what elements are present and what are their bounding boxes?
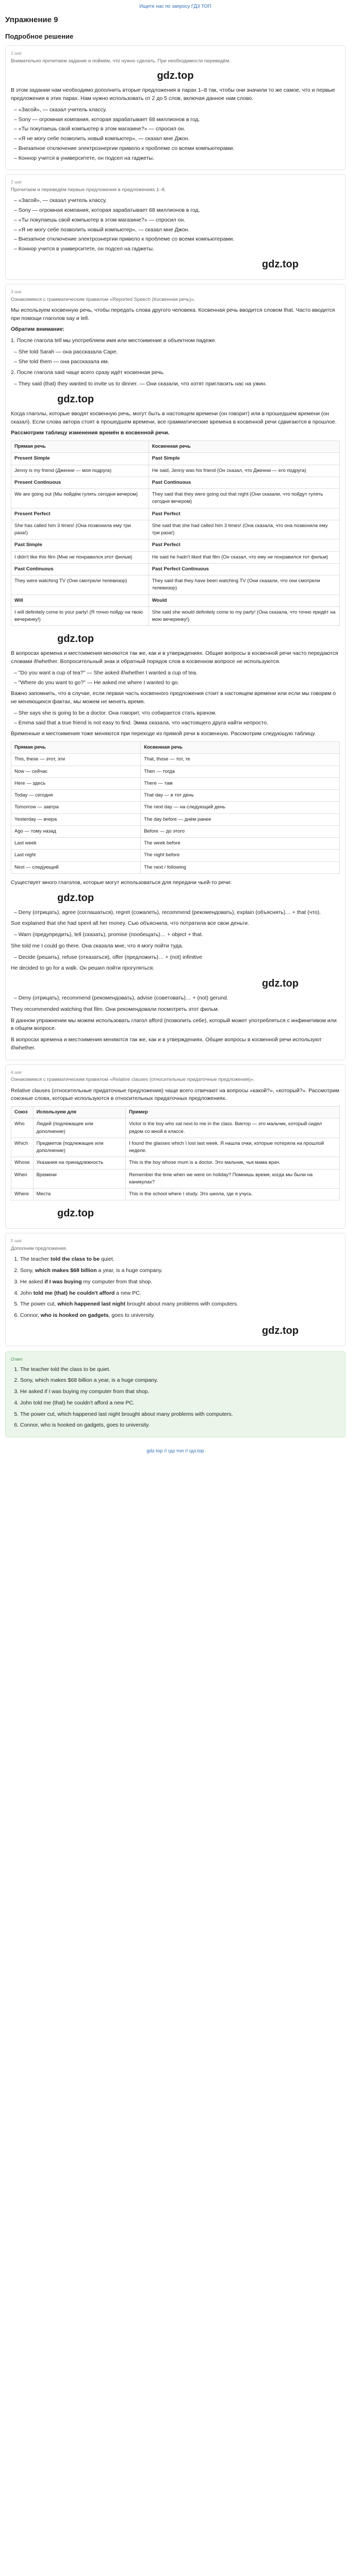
- final-answer-item: 6. Connor, who is hooked on gadgets, goes to university.: [20, 1421, 340, 1430]
- table-row: [11, 1169, 340, 1189]
- example: Sue explained that she had spent all her money. Сью объяснила, что потратила все свои деньги.: [11, 920, 249, 927]
- table-cell: Then — тогда: [141, 766, 340, 777]
- paragraph: Relative clauses (относительные придаточные предложения) чаще всего отвечают на вопросы «какой?», «который?». Рассмотрим союзные слова, которые используются в относительных придаточных предложениях.: [11, 1087, 339, 1102]
- paragraph: Мы используем косвенную речь, чтобы передать слова другого человека. Косвенная речь вводится словом that. Часто вводится при помощи глаголов say и tell.: [11, 307, 335, 321]
- table-row: [11, 777, 340, 789]
- answer-item: [20, 1300, 340, 1309]
- table-row: [11, 551, 340, 563]
- list-item: – She told them — она рассказала им.: [14, 358, 340, 366]
- table-cell: They were watching TV (Они смотрели телевизор): [11, 575, 149, 595]
- list-item: – Deny (отрицать), recommend (рекомендовать), advise (советовать)… + (not) gerund.: [14, 994, 340, 1003]
- table-row: [11, 790, 340, 802]
- list-item: – She says she is going to be a doctor. Она говорит, что собирается стать врачом.: [14, 709, 340, 718]
- table-row: [11, 465, 340, 477]
- list-item: – Decide (решить), refuse (отказаться), offer (предложить)… + (not) infinitive: [14, 954, 340, 962]
- answer-item: [20, 1312, 340, 1320]
- answer-highlight: told me (that) he couldn't afford: [33, 1290, 115, 1296]
- example: He decided to go for a walk. Он решил пойти прогуляться.: [11, 965, 155, 972]
- answer-highlight: which happened last night: [57, 1301, 126, 1308]
- step-label: 3 шаг: [11, 289, 22, 294]
- table-row: [11, 1118, 340, 1138]
- final-answer-item: 1. The teacher told the class to be quiet.: [20, 1366, 340, 1374]
- table-cell: Места: [33, 1189, 126, 1200]
- translation-list: [11, 197, 340, 253]
- table-row: [11, 539, 340, 551]
- paragraph: В этом задании нам необходимо дополнить вторые предложения в парах 1–8 так, чтобы они значили то же самое, что и первые предложения в этих парах. Нам нужно использовать от 2 до 5 слов, включая данное нам слово.: [11, 87, 335, 101]
- answer-text: a year, is a huge company.: [96, 1267, 163, 1274]
- table-header: Пример: [126, 1107, 340, 1118]
- table-cell: Would: [149, 595, 339, 606]
- final-answer-card: [5, 1351, 346, 1437]
- list-item: – «Засой», — сказал учитель классу.: [14, 197, 340, 205]
- verb-list: [11, 931, 340, 939]
- final-answer-list: [11, 1366, 340, 1430]
- table-cell: He said, Jenny was his friend (Он сказал, что Дженни — его подруга): [149, 465, 339, 477]
- rule-title: Обратим внимание:: [11, 326, 65, 333]
- table-row: [11, 508, 340, 520]
- paragraph: В данном упражнении мы можем использовать глагол afford (позволить себе), который может употребляться с инфинитивом или в общем вопросе.: [11, 1017, 337, 1032]
- table-cell: This is the boy whose mum is a doctor. Это мальчик, чья мама врач.: [126, 1157, 340, 1169]
- table-cell: Указания на принадлежность: [33, 1157, 126, 1169]
- final-answer-item: 2. Sony, which makes $68 billion a year, is a huge company.: [20, 1377, 340, 1385]
- watermark: gdz.top: [261, 1325, 299, 1336]
- step-2-card: [5, 174, 346, 280]
- table-cell: Tomorrow — завтра: [11, 802, 141, 814]
- step-heading: Ознакомимся с грамматическим правилом «Relative clauses (относительные придаточные предложения)».: [11, 1077, 255, 1083]
- table-cell: Now — сейчас: [11, 766, 141, 777]
- list-item: – Внезапное отключение электроэнергии привело к проблеме со всеми компьютерами.: [14, 235, 340, 244]
- list-item: – «Ты покупаешь свой компьютер в этом магазине?» — спросил он.: [14, 216, 340, 225]
- list-item: – Deny (отрицать), agree (соглашаться), regret (сожалеть), recommend (рекомендовать), explain (объяснять)… + that (что).: [14, 909, 340, 917]
- table-row: [11, 814, 340, 825]
- table-cell: Will: [11, 595, 149, 606]
- final-answer-item: 5. The power cut, which happened last night brought about many problems with computers.: [20, 1411, 340, 1419]
- table-cell: Before — до этого: [141, 825, 340, 837]
- table-cell: Предметов (подлежащее или дополнение): [33, 1138, 126, 1157]
- table-cell: Whose: [11, 1157, 34, 1169]
- step-heading: Ознакомимся с грамматическим правилом «Reported Speech (Косвенная речь)».: [11, 296, 195, 302]
- table-cell: Людей (подлежащее или дополнение): [33, 1118, 126, 1138]
- table-row: [11, 754, 340, 766]
- table-cell: Next — следующий: [11, 861, 141, 873]
- table-cell: The day before — днём ранее: [141, 814, 340, 825]
- table-cell: Today — сегодня: [11, 790, 141, 802]
- answer-highlight: told the class to be: [50, 1256, 100, 1263]
- list-item: – Коннор учится в университете, он подсел на гаджеты.: [14, 155, 340, 163]
- answer-highlight: who is hooked on gadgets: [40, 1312, 109, 1318]
- table-row: [11, 595, 340, 606]
- table-cell: Present Continuous: [11, 477, 149, 488]
- table-header-row: [11, 1107, 340, 1118]
- rule: 2. После глагола said чаще всего сразу идёт косвенная речь.: [11, 369, 165, 376]
- table-cell: Last night: [11, 850, 141, 861]
- list-item: – Sony — огромная компания, которая зарабатывает 68 миллионов в год.: [14, 116, 340, 124]
- table-cell: Past Perfect: [149, 508, 339, 520]
- table-cell: The night before: [141, 850, 340, 861]
- table-row: [11, 520, 340, 539]
- list-item: – «Ты покупаешь свой компьютер в этом магазине?» — спросил он.: [14, 125, 340, 133]
- table-header-row: [11, 742, 340, 754]
- table-cell: Remember the time when we were on holiday? Помнишь время, когда мы были на каникулах?: [126, 1169, 340, 1189]
- table-cell: Victor is the boy who sat next to me in the class. Виктор — это мальчик, который сидел рядом со мной в классе.: [126, 1118, 340, 1138]
- table-row: [11, 802, 340, 814]
- table-cell: I found the glasses which I lost last week. Я нашла очки, которые потеряла на прошлой неделе.: [126, 1138, 340, 1157]
- table-cell: This, these — этот, эти: [11, 754, 141, 766]
- list-item: – «Я не могу себе позволить новый компьютер», — сказал мне Джон.: [14, 135, 340, 143]
- time-words-table: [11, 741, 340, 874]
- table-cell: She said that she had called him 3 times! (Она сказала, что она позвонила ему три раза!): [149, 520, 339, 539]
- watermark: gdz.top: [57, 633, 94, 645]
- answer-label: Ответ: [11, 1356, 23, 1362]
- table-header: Используем для: [33, 1107, 126, 1118]
- answer-highlight: if I was buying: [44, 1278, 82, 1285]
- table-row: [11, 766, 340, 777]
- table-cell: We are going out (Мы пойдём гулять сегодня вечером): [11, 489, 149, 509]
- table-row: [11, 850, 340, 861]
- watermark: gdz.top: [261, 978, 299, 989]
- footer-links[interactable]: gdz.top // гдз топ // гдз.top: [146, 1448, 204, 1454]
- table-cell: The next day — на следующий день: [141, 802, 340, 814]
- table-cell: The next / following: [141, 861, 340, 873]
- step-label: 4 шаг: [11, 1069, 22, 1075]
- table-row: [11, 838, 340, 850]
- tense-table: [11, 440, 340, 626]
- example-list: [11, 709, 340, 727]
- table-header-row: [11, 441, 340, 453]
- step-3-card: [5, 284, 346, 1060]
- example: They recommended watching that film. Они рекомендовали посмотреть этот фильм.: [11, 1006, 219, 1012]
- table-cell: They said that they have been watching TV (Они сказали, что они смотрели телевизор): [149, 575, 339, 595]
- step-heading: Дополним предложения.: [11, 1246, 68, 1251]
- paragraph: Когда глаголы, которые вводят косвенную речь, могут быть в настоящем времени (он говорит) или в прошедшем времени (он сказал). Если слова автора стоят в прошедшем времени, все грамматические времена в косвенной речи сдвигаются в прошлое.: [11, 410, 337, 425]
- table-row: [11, 477, 340, 488]
- section-title: Подробное решение: [5, 32, 74, 40]
- table-cell: Past Simple: [149, 453, 339, 465]
- table-header: Прямая речь: [11, 742, 141, 754]
- table-cell: Last week: [11, 838, 141, 850]
- answer-text: He asked: [20, 1278, 45, 1285]
- page-title: Упражнение 9: [5, 15, 58, 25]
- table-row: [11, 825, 340, 837]
- watermark: gdz.top: [57, 892, 94, 904]
- table-row: [11, 861, 340, 873]
- table-row: [11, 453, 340, 465]
- table-cell: Past Simple: [11, 539, 149, 551]
- step-label: 1 шаг: [11, 50, 22, 56]
- table-cell: There — там: [141, 777, 340, 789]
- table-cell: They said that they were going out that night (Они сказали, что пойдут гулять сегодня вечером): [149, 489, 339, 509]
- table-cell: Времени: [33, 1169, 126, 1189]
- table-cell: Past Perfect: [149, 539, 339, 551]
- table-cell: When: [11, 1169, 34, 1189]
- paragraph: В вопросах времена и местоимения меняются так же, как и в утверждениях. Общие вопросы в косвенной речи часто передаются словами if/whether. Вопросительный знак и обратный порядок слов в косвенном вопросе не используются.: [11, 650, 338, 665]
- top-search-link[interactable]: Ищите нас по запросу ГДЗ ТОП: [139, 4, 211, 9]
- table-row: [11, 575, 340, 595]
- list-item: – "Where do you want to go?" — He asked me where I wanted to go.: [14, 679, 340, 687]
- example-list: [11, 348, 340, 366]
- table-header: Союз: [11, 1107, 34, 1118]
- table-title: Рассмотрим таблицу изменения времён в косвенной речи.: [11, 430, 170, 436]
- table-cell: Present Perfect: [11, 508, 149, 520]
- answer-text: a new PC.: [114, 1290, 141, 1296]
- step-label: 5 шаг: [11, 1238, 22, 1244]
- answer-list: [11, 1256, 340, 1320]
- list-item: – «Засой», — сказал учитель классу.: [14, 106, 340, 114]
- table-cell: He said he hadn't liked that film (Он сказал, что ему не понравился тот фильм): [149, 551, 339, 563]
- watermark: gdz.top: [157, 70, 194, 82]
- table-header: Прямая речь: [11, 441, 149, 453]
- example-list: [11, 669, 340, 687]
- paragraph: Важно запомнить, что в случае, если первая часть косвенного предложения стоит в настоящем времени или если мы говорим о не меняющихся фактах, мы можем не менять время.: [11, 690, 336, 705]
- verb-list: [11, 909, 340, 917]
- table-cell: Past Continuous: [11, 563, 149, 575]
- table-cell: This is the school where I study. Это школа, где я учусь.: [126, 1189, 340, 1200]
- table-header: Косвенная речь: [141, 742, 340, 754]
- rule: 1. После глагола tell мы употребляем имя или местоимение в объектном падеже.: [11, 337, 217, 344]
- step-label: 2 шаг: [11, 179, 22, 185]
- table-cell: Ago — тому назад: [11, 825, 141, 837]
- final-answer-item: 3. He asked if I was buying my computer from that shop.: [20, 1388, 340, 1396]
- example: She told me I could go there. Она сказала мне, что я могу пойти туда.: [11, 942, 184, 949]
- answer-text: brought about many problems with computers.: [125, 1301, 239, 1308]
- answer-text: , goes to university.: [108, 1312, 155, 1318]
- table-cell: Which: [11, 1138, 34, 1157]
- answer-text: The teacher: [20, 1256, 51, 1263]
- answer-highlight: which makes $68 billion: [35, 1267, 97, 1274]
- answer-item: [20, 1278, 340, 1286]
- table-row: [11, 1138, 340, 1157]
- list-item: – They said (that) they wanted to invite us to dinner. — Они сказали, что хотят пригласить нас на ужин.: [14, 380, 340, 388]
- table-cell: That day — в тот день: [141, 790, 340, 802]
- answer-text: Sony,: [20, 1267, 35, 1274]
- table-cell: She said she would definitely come to my party! (Она сказала, что точно придёт на мою вечеринку!): [149, 606, 339, 626]
- verb-list: [11, 994, 340, 1003]
- list-item: – Warn (предупредить), tell (сказать), promise (пообещать)… + object + that.: [14, 931, 340, 939]
- list-item: – Внезапное отключение электроэнергии привело к проблеме со всеми компьютерами.: [14, 145, 340, 153]
- list-item: – Коннор учится в университете, он подсел на гаджеты.: [14, 245, 340, 253]
- answer-item: [20, 1290, 340, 1298]
- translation-list: [11, 106, 340, 163]
- answer-text: my computer from that shop.: [81, 1278, 153, 1285]
- step-heading: Прочитаем и переведём первые предложения в предложениях 1–8.: [11, 187, 166, 193]
- table-row: [11, 606, 340, 626]
- table-cell: That, those — тот, те: [141, 754, 340, 766]
- table-cell: Where: [11, 1189, 34, 1200]
- verb-list: [11, 954, 340, 962]
- watermark: gdz.top: [57, 393, 94, 405]
- step-1-card: [5, 45, 346, 170]
- answer-text: quiet.: [100, 1256, 114, 1263]
- list-item: – "Do you want a cup of tea?" — She asked if/whether I wanted a cup of tea.: [14, 669, 340, 677]
- table-cell: I will definitely come to your party! (Я точно пойду на твою вечеринку!): [11, 606, 149, 626]
- answer-text: Connor,: [20, 1312, 41, 1318]
- table-cell: Jenny is my friend (Дженни — моя подруга): [11, 465, 149, 477]
- table-cell: I didn't like this film (Мне не понравился этот фильм): [11, 551, 149, 563]
- table-row: [11, 1189, 340, 1200]
- relative-clauses-table: [11, 1106, 340, 1200]
- table-cell: The week before: [141, 838, 340, 850]
- list-item: – She told Sarah — она рассказала Саре.: [14, 348, 340, 357]
- table-cell: Past Perfect Continuous: [149, 563, 339, 575]
- step-4-card: [5, 1064, 346, 1229]
- table-cell: Present Simple: [11, 453, 149, 465]
- list-item: – Emma said that a true friend is not easy to find. Эмма сказала, что настоящего друга найти непросто.: [14, 719, 340, 727]
- table-cell: She has called him 3 times! (Она позвонила ему три раза!): [11, 520, 149, 539]
- table-row: [11, 563, 340, 575]
- step-5-card: [5, 1233, 346, 1346]
- table-row: [11, 489, 340, 509]
- answer-text: The power cut,: [20, 1301, 58, 1308]
- paragraph: В вопросах времена и местоимения меняются так же, как и в утверждениях. Общие вопросы в косвенной речи используют if/whether.: [11, 1037, 322, 1051]
- table-row: [11, 1157, 340, 1169]
- paragraph: Существует много глаголов, которые могут использоваться для передачи чьей-то речи:: [11, 879, 232, 886]
- example-list: [11, 380, 340, 388]
- answer-item: [20, 1267, 340, 1275]
- paragraph: Временные и местоимения тоже меняются при переходе из прямой речи в косвенную. Рассмотрим следующую таблицу.: [11, 731, 316, 737]
- watermark: gdz.top: [261, 258, 299, 270]
- table-cell: Here — здесь: [11, 777, 141, 789]
- step-heading: Внимательно прочитаем задание и поймём, что нужно сделать. При необходимости переведём.: [11, 58, 231, 64]
- answer-item: [20, 1256, 340, 1264]
- list-item: – «Я не могу себе позволить новый компьютер», — сказал мне Джон.: [14, 226, 340, 234]
- table-cell: Yesterday — вчера: [11, 814, 141, 825]
- final-answer-item: 4. John told me (that) he couldn't afford a new PC.: [20, 1399, 340, 1408]
- answer-text: John: [20, 1290, 34, 1296]
- list-item: – Sony — огромная компания, которая зарабатывает 68 миллионов в год.: [14, 207, 340, 215]
- table-cell: Who: [11, 1118, 34, 1138]
- table-cell: Past Continuous: [149, 477, 339, 488]
- watermark: gdz.top: [57, 1208, 94, 1219]
- table-header: Косвенная речь: [149, 441, 339, 453]
